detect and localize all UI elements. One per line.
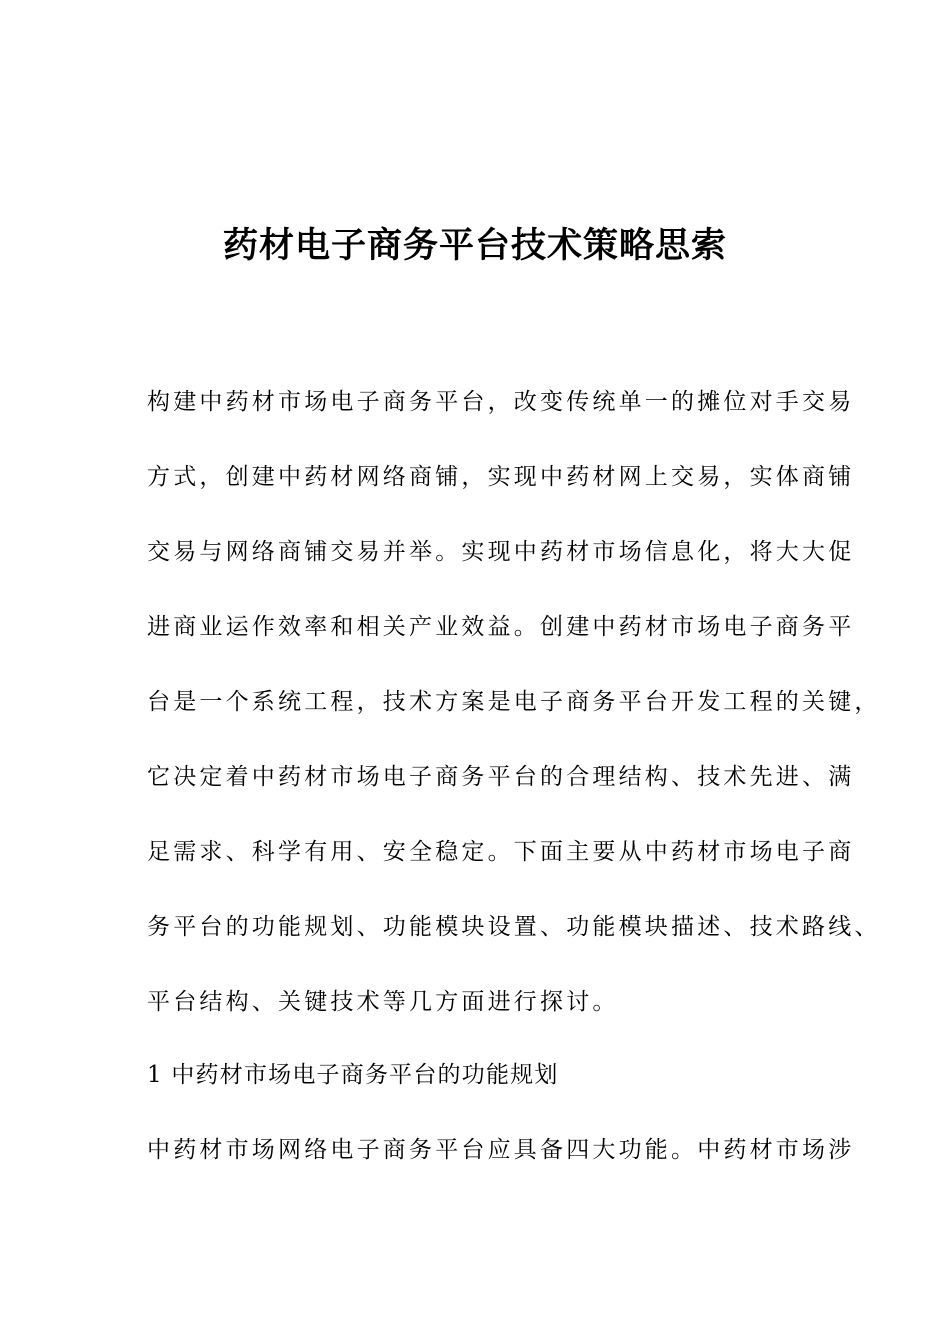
paragraph-line: 务平台的功能规划、功能模块设置、功能模块描述、技术路线、 bbox=[147, 914, 881, 940]
paragraph-line: 台是一个系统工程，技术方案是电子商务平台开发工程的关键， bbox=[147, 689, 881, 715]
paragraph-line: 足需求、科学有用、安全稳定。下面主要从中药材市场电子商 bbox=[147, 839, 855, 865]
section-heading: 1 中药材市场电子商务平台的功能规划 bbox=[147, 1062, 559, 1088]
document-title: 药材电子商务平台技术策略思索 bbox=[222, 226, 727, 266]
paragraph-line: 它决定着中药材市场电子商务平台的合理结构、技术先进、满 bbox=[147, 764, 855, 790]
paragraph-line: 构建中药材市场电子商务平台，改变传统单一的摊位对手交易 bbox=[147, 389, 855, 415]
paragraph-line: 方式，创建中药材网络商铺，实现中药材网上交易，实体商铺 bbox=[147, 464, 855, 490]
paragraph-line: 进商业运作效率和相关产业效益。创建中药材市场电子商务平 bbox=[147, 614, 855, 640]
paragraph-line: 中药材市场网络电子商务平台应具备四大功能。中药材市场涉 bbox=[147, 1137, 855, 1163]
paragraph-line: 交易与网络商铺交易并举。实现中药材市场信息化，将大大促 bbox=[147, 539, 855, 565]
paragraph-line: 平台结构、关键技术等几方面进行探讨。 bbox=[147, 989, 619, 1015]
